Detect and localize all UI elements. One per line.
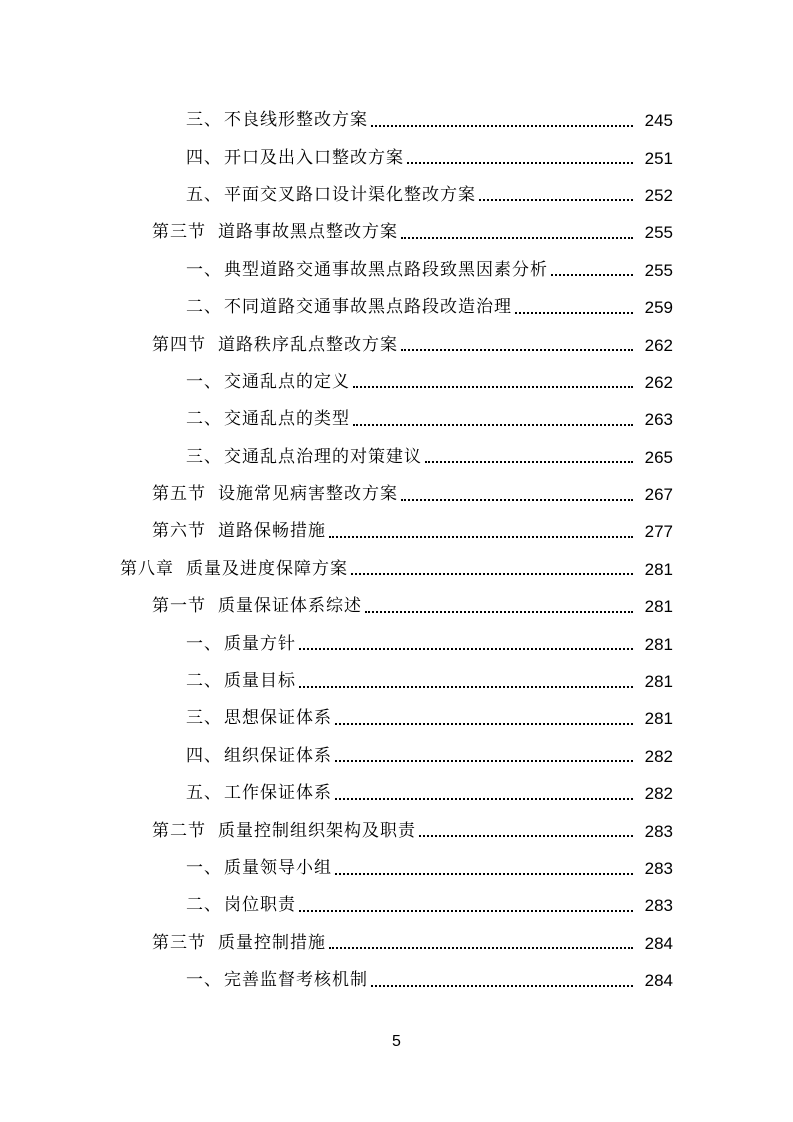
toc-entry-title: 质量方针 (224, 633, 296, 654)
toc-entry-page: 281 (644, 634, 673, 654)
toc-entry-title: 平面交叉路口设计渠化整改方案 (224, 184, 476, 205)
toc-entry-number: 五、 (186, 783, 222, 804)
toc-entry-page: 259 (644, 298, 673, 318)
toc-dot-leader (479, 199, 633, 201)
toc-dot-leader (329, 947, 633, 949)
toc-entry-page: 281 (644, 559, 673, 579)
toc-entry-title: 质量控制组织架构及职责 (218, 820, 416, 841)
toc-entry-number: 二、 (186, 895, 222, 916)
toc-entry-number: 四、 (186, 147, 222, 168)
toc-dot-leader (551, 274, 633, 276)
toc-entry[interactable] (0, 775, 793, 812)
toc-entry[interactable] (0, 850, 793, 887)
toc-entry-number: 第一节 (152, 596, 206, 617)
toc-dot-leader (371, 125, 633, 127)
toc-entry-page: 251 (644, 148, 673, 168)
toc-entry-number: 一、 (186, 970, 222, 991)
toc-entry-page: 284 (644, 971, 673, 991)
toc-dot-leader (419, 835, 633, 837)
toc-entry[interactable] (0, 513, 793, 550)
toc-entry-page: 283 (644, 821, 673, 841)
toc-entry-number: 四、 (186, 745, 222, 766)
toc-dot-leader (335, 798, 633, 800)
toc-entry-number: 第五节 (152, 484, 206, 505)
toc-entry[interactable] (0, 738, 793, 775)
toc-entry-page: 262 (644, 335, 673, 355)
toc-entry[interactable] (0, 962, 793, 999)
toc-dot-leader (353, 386, 633, 388)
toc-entry-title: 质量及进度保障方案 (186, 558, 348, 579)
toc-entry[interactable] (0, 625, 793, 662)
toc-entry-number: 第三节 (152, 222, 206, 243)
toc-entry[interactable] (0, 476, 793, 513)
toc-entry-title: 不同道路交通事故黑点路段改造治理 (224, 297, 512, 318)
toc-entry-title: 道路事故黑点整改方案 (218, 222, 398, 243)
toc-entry[interactable] (0, 663, 793, 700)
toc-entry-number: 一、 (186, 371, 222, 392)
toc-entry-title: 质量领导小组 (224, 858, 332, 878)
toc-dot-leader (425, 461, 633, 463)
toc-entry[interactable] (0, 326, 793, 363)
toc-entry-page: 282 (644, 784, 673, 804)
toc-entry-page: 281 (644, 709, 673, 729)
toc-dot-leader (335, 760, 633, 762)
toc-entry-number: 第二节 (152, 820, 206, 841)
toc-entry[interactable] (0, 401, 793, 438)
toc-entry-title: 不良线形整改方案 (224, 110, 368, 131)
toc-entry-title: 质量控制措施 (218, 932, 326, 953)
toc-entry[interactable] (0, 214, 793, 251)
toc-entry-number: 二、 (186, 671, 222, 692)
toc-entry[interactable] (0, 102, 793, 139)
toc-dot-leader (351, 573, 633, 575)
toc-entry[interactable] (0, 551, 793, 588)
toc-entry[interactable] (0, 588, 793, 625)
toc-entry-title: 道路保畅措施 (218, 521, 326, 542)
toc-entry-number: 三、 (186, 446, 222, 467)
toc-entry-page: 267 (644, 485, 673, 505)
toc-entry-number: 一、 (186, 858, 222, 878)
toc-entry-number: 第四节 (152, 334, 206, 355)
toc-entry-title: 岗位职责 (224, 895, 296, 916)
table-of-contents (0, 102, 793, 999)
toc-entry-page: 262 (644, 372, 673, 392)
toc-entry-title: 质量保证体系综述 (218, 596, 362, 617)
toc-entry-title: 交通乱点的类型 (224, 409, 350, 430)
toc-entry-title: 交通乱点治理的对策建议 (224, 446, 422, 467)
toc-dot-leader (365, 611, 633, 613)
toc-dot-leader (401, 237, 633, 239)
toc-entry[interactable] (0, 700, 793, 737)
toc-entry-number: 二、 (186, 409, 222, 430)
toc-entry-page: 245 (644, 111, 673, 131)
toc-dot-leader (335, 723, 633, 725)
toc-entry-title: 工作保证体系 (224, 783, 332, 804)
toc-entry-title: 道路秩序乱点整改方案 (218, 334, 398, 355)
toc-entry-page: 283 (644, 859, 673, 878)
toc-entry-page: 282 (644, 746, 673, 766)
toc-dot-leader (407, 162, 633, 164)
toc-entry-page: 283 (644, 896, 673, 916)
toc-entry[interactable] (0, 364, 793, 401)
toc-dot-leader (335, 873, 633, 875)
toc-entry-number: 第六节 (152, 521, 206, 542)
toc-entry-number: 五、 (186, 184, 222, 205)
toc-entry[interactable] (0, 289, 793, 326)
toc-entry-number: 第三节 (152, 932, 206, 953)
toc-entry-title: 开口及出入口整改方案 (224, 147, 404, 168)
toc-entry[interactable] (0, 812, 793, 849)
toc-entry-title: 质量目标 (224, 671, 296, 692)
toc-dot-leader (371, 985, 633, 987)
toc-entry-number: 一、 (186, 259, 222, 280)
toc-entry-page: 255 (644, 223, 673, 243)
toc-entry-title: 组织保证体系 (224, 745, 332, 766)
toc-entry-title: 典型道路交通事故黑点路段致黑因素分析 (224, 259, 548, 280)
toc-entry-page: 281 (644, 597, 673, 617)
toc-entry-page: 263 (644, 410, 673, 430)
toc-dot-leader (401, 349, 633, 351)
toc-entry[interactable] (0, 925, 793, 962)
toc-entry[interactable] (0, 139, 793, 176)
toc-dot-leader (299, 648, 633, 650)
toc-entry[interactable] (0, 252, 793, 289)
toc-entry-number: 一、 (186, 633, 222, 654)
toc-dot-leader (515, 312, 633, 314)
toc-dot-leader (299, 686, 633, 688)
toc-entry-title: 设施常见病害整改方案 (218, 484, 398, 505)
toc-entry-number: 三、 (186, 110, 222, 131)
toc-entry-number: 第八章 (120, 558, 174, 579)
page-number: 5 (392, 1033, 401, 1050)
toc-entry-number: 三、 (186, 708, 222, 729)
toc-entry[interactable] (0, 887, 793, 924)
toc-entry-page: 265 (644, 447, 673, 467)
toc-entry-number: 二、 (186, 297, 222, 318)
toc-entry-page: 284 (644, 933, 673, 953)
toc-entry-page: 281 (644, 672, 673, 692)
toc-entry-page: 255 (644, 260, 673, 280)
toc-entry-title: 完善监督考核机制 (224, 970, 368, 991)
toc-entry-title: 交通乱点的定义 (224, 371, 350, 392)
toc-entry-title: 思想保证体系 (224, 708, 332, 729)
toc-dot-leader (353, 424, 633, 426)
toc-entry-page: 277 (644, 522, 673, 542)
toc-entry-page: 252 (644, 185, 673, 205)
toc-dot-leader (401, 499, 633, 501)
toc-entry[interactable] (0, 177, 793, 214)
toc-dot-leader (299, 910, 633, 912)
toc-dot-leader (329, 536, 633, 538)
toc-entry[interactable] (0, 439, 793, 476)
